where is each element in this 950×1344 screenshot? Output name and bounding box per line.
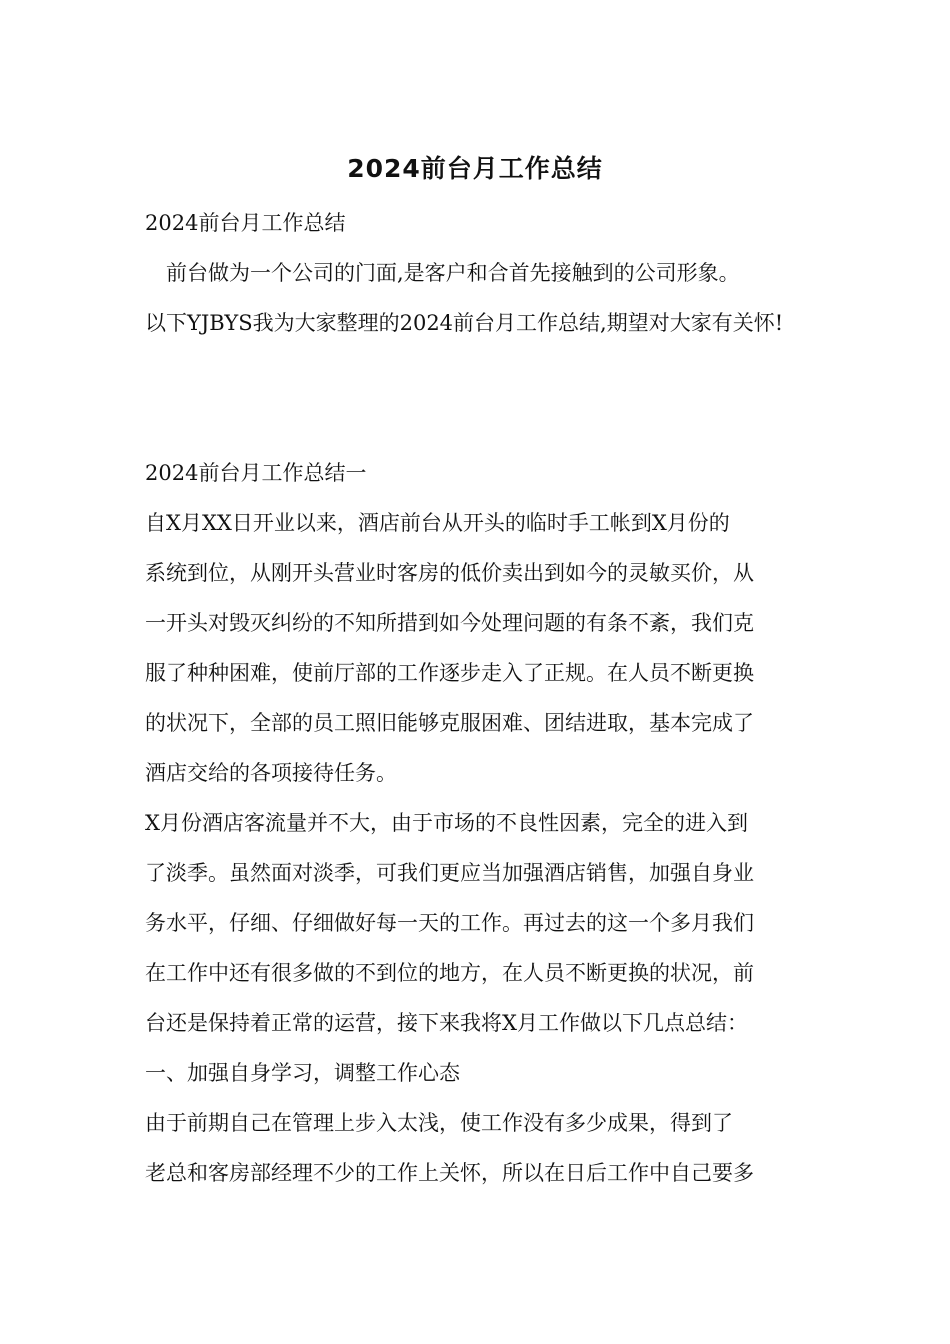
text-line: 2024前台月工作总结	[145, 211, 346, 235]
text-line: 由于前期自己在管理上步入太浅，使工作没有多少成果，得到了	[145, 1111, 733, 1135]
text-line: 服了种种困难，使前厅部的工作逐步走入了正规。在人员不断更换	[145, 661, 754, 685]
subsection-heading: 一、加强自身学习，调整工作心态	[145, 1061, 460, 1085]
text-line: 酒店交给的各项接待任务。	[145, 761, 397, 785]
text-line: 的状况下，全部的员工照旧能够克服困难、团结进取，基本完成了	[145, 711, 754, 735]
text-line: 台还是保持着正常的运营，接下来我将X月工作做以下几点总结：	[145, 1011, 748, 1035]
document-title: 2024前台月工作总结	[347, 154, 603, 183]
text-line: 务水平，仔细、仔细做好每一天的工作。再过去的这一个多月我们	[145, 911, 754, 935]
text-line: 在工作中还有很多做的不到位的地方，在人员不断更换的状况，前	[145, 961, 754, 985]
text-line: 系统到位，从刚开头营业时客房的低价卖出到如今的灵敏买价，从	[145, 561, 754, 585]
text-line: 老总和客房部经理不少的工作上关怀，所以在日后工作中自己要多	[145, 1161, 754, 1185]
text-line: 一开头对毁灭纠纷的不知所措到如今处理问题的有条不紊，我们克	[145, 611, 754, 635]
text-line: 自X月XX日开业以来，酒店前台从开头的临时手工帐到X月份的	[145, 511, 730, 535]
text-line: 前台做为一个公司的门面,是客户和合首先接触到的公司形象。	[145, 261, 740, 285]
text-line: X月份酒店客流量并不大，由于市场的不良性因素，完全的进入到	[145, 811, 748, 835]
text-line: 以下YJBYS我为大家整理的2024前台月工作总结,期望对大家有关怀!	[145, 311, 784, 335]
text-line: 了淡季。虽然面对淡季，可我们更应当加强酒店销售，加强自身业	[145, 861, 754, 885]
section-heading: 2024前台月工作总结一	[145, 461, 367, 485]
